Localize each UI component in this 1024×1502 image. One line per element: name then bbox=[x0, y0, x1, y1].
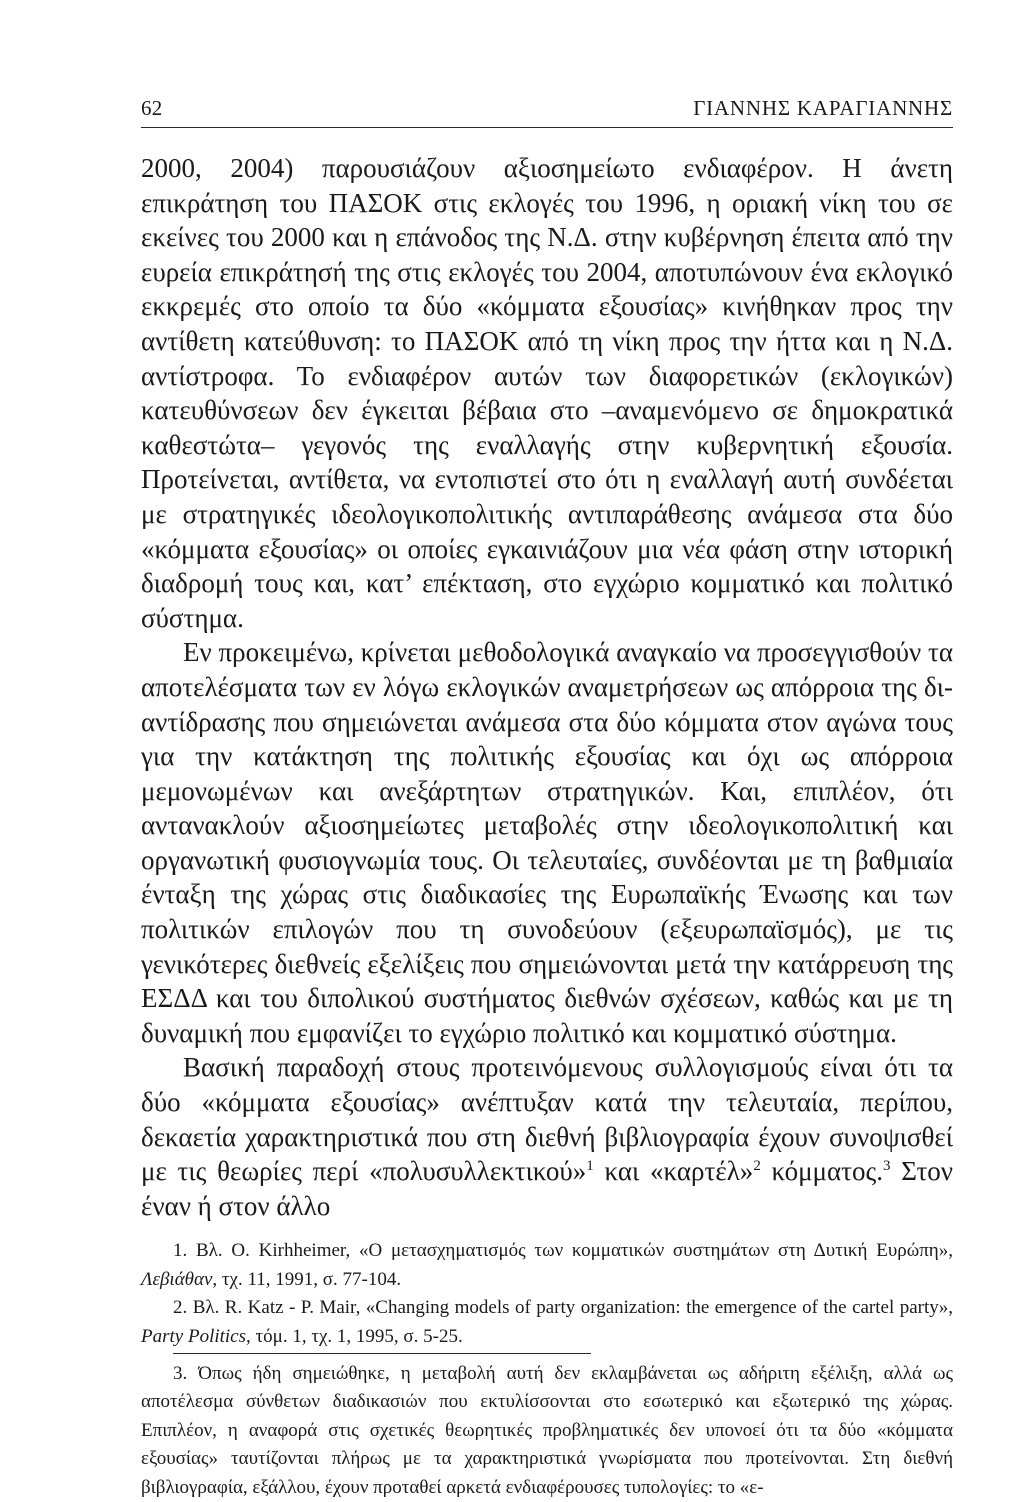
footnote-1 bbox=[141, 1237, 953, 1294]
paragraph-3-part-d: Στον έναν ή στον άλλο bbox=[141, 1156, 953, 1221]
book-page bbox=[141, 96, 953, 1502]
paragraph-3 bbox=[141, 1050, 953, 1223]
paragraph-3-part-a: Βασική παραδοχή στους προτεινόμενους συλλογισμούς είναι ότι τα δύο «κόμματα εξουσίας» ανέπτυξαν κατά την τελευταία, περίπου, δεκαετία χαρακτηριστικά που στη διεθνή βιβλιογραφία έχουν συνοψισθεί με τις θεωρίες περί «πολυσυλλεκτικού» bbox=[141, 1052, 953, 1187]
footnote-2-citation: , τόμ. 1, τχ. 1, 1995, σ. 5-25. bbox=[246, 1325, 463, 1347]
footnote-3: 3. Όπως ήδη σημειώθηκε, η μεταβολή αυτή δεν εκλαμβάνεται ως αδήριτη εξέλιξη, αλλά ως αποτέλεσμα σύνθετων διαδικασιών που εκτυλίσσονται στο εσωτερικό και εξωτερικό της χώρας. Επιπλέον, η αναφορά στις σχετικές θεωρητικές προβληματικές δεν υπονοεί ότι τα δύο «κόμματα εξουσίας» ταυτίζονται πλήρως με τα χαρακτηριστικά γνωρίσματα που προτείνονται. Στη διεθνή βιβλιογραφία, εξάλλου, έχουν προταθεί αρκετά ενδιαφέρουσες τυπολογίες: το «ε- bbox=[141, 1363, 953, 1498]
footnote-1-text: 1. Βλ. O. Kirhheimer, «Ο μετασχηματισμός των κομματικών συστημάτων στη Δυτική Ευρώπη», bbox=[173, 1240, 953, 1262]
footnote-ref-3: 3 bbox=[882, 1158, 891, 1175]
paragraph-2: Εν προκειμένω, κρίνεται μεθοδολογικά αναγκαίο να προσεγγισθούν τα αποτελέσματα των εν λόγω εκλογικών αναμετρήσεων ως απόρροια της δι-αντίδρασης που σημειώνεται ανάμεσα στα δύο κόμματα στον αγώνα τους για την κατάκτηση της πολιτικής εξουσίας και όχι ως απόρροια μεμονωμένων και ανεξάρτητων στρατηγικών. Και, επιπλέον, ότι αντανακλούν αξιοσημείωτες μεταβολές στην ιδεολογικοπολιτική και οργανωτική φυσιογνωμία τους. Οι τελευταίες, συνδέονται με τη βαθμιαία ένταξη της χώρας στις διαδικασίες της Ευρωπαϊκής Ένωσης και των πολιτικών επιλογών που τη συνοδεύουν (εξευρωπαϊσμός), με τις γενικότερες διεθνείς εξελίξεις που σημειώνονται μετά την κατάρρευση της ΕΣΔΔ και του διπολικού συστήματος διεθνών σχέσεων, καθώς και με τη δυναμική που εμφανίζει το εγχώριο πολιτικό και κομματικό σύστημα. bbox=[141, 637, 953, 1048]
running-author: ΓΙΑΝΝΗΣ ΚΑΡΑΓΙΑΝΝΗΣ bbox=[693, 96, 953, 120]
footnote-ref-2: 2 bbox=[753, 1158, 761, 1175]
footnote-divider bbox=[173, 1353, 591, 1354]
footnote-2 bbox=[141, 1294, 953, 1351]
footnote-2-text: 2. Βλ. R. Katz - P. Mair, «Changing models of party organization: the emergence of the cartel party», bbox=[173, 1297, 953, 1319]
page-number: 62 bbox=[141, 96, 163, 120]
running-header bbox=[141, 96, 953, 128]
footnote-1-journal: Λεβιάθαν bbox=[141, 1268, 213, 1290]
paragraph-1: 2000, 2004) παρουσιάζουν αξιοσημείωτο ενδιαφέρον. Η άνετη επικράτηση του ΠΑΣΟΚ στις εκλογές του 1996, η οριακή νίκη του σε εκείνες του 2000 και η επάνοδος της Ν.Δ. στην κυβέρνηση έπειτα από την ευρεία επικράτησή της στις εκλογές του 2004, αποτυπώνουν ένα εκλογικό εκκρεμές στο οποίο τα δύο «κόμματα εξουσίας» κινήθηκαν προς την αντίθετη κατεύθυνση: το ΠΑΣΟΚ από τη νίκη προς την ήττα και η Ν.Δ. αντίστροφα. Το ενδιαφέρον αυτών των διαφορετικών (εκλογικών) κατευθύνσεων δεν έγκειται βέβαια στο –αναμενόμενο σε δημοκρατικά καθεστώτα– γεγονός της εναλλαγής στην κυβερνητική εξουσία. Προτείνεται, αντίθετα, να εντοπιστεί στο ότι η εναλλαγή αυτή συνδέεται με στρατηγικές ιδεολογικοπολιτικής αντιπαράθεσης ανάμεσα στα δύο «κόμματα εξουσίας» οι οποίες εγκαινιάζουν μια νέα φάση στην ιστορική διαδρομή τους και, κατ’ επέκταση, στο εγχώριο κομματικό και πολιτικό σύστημα. bbox=[141, 153, 953, 633]
footnote-1-citation: , τχ. 11, 1991, σ. 77-104. bbox=[212, 1268, 402, 1290]
paragraph-3-part-b: και «καρτέλ» bbox=[593, 1156, 754, 1187]
main-text bbox=[141, 151, 953, 1223]
footnote-ref-1: 1 bbox=[586, 1158, 594, 1175]
footnotes bbox=[141, 1237, 953, 1502]
paragraph-3-part-c: κόμματος. bbox=[760, 1156, 883, 1187]
footnote-2-journal: Party Politics bbox=[141, 1325, 247, 1347]
